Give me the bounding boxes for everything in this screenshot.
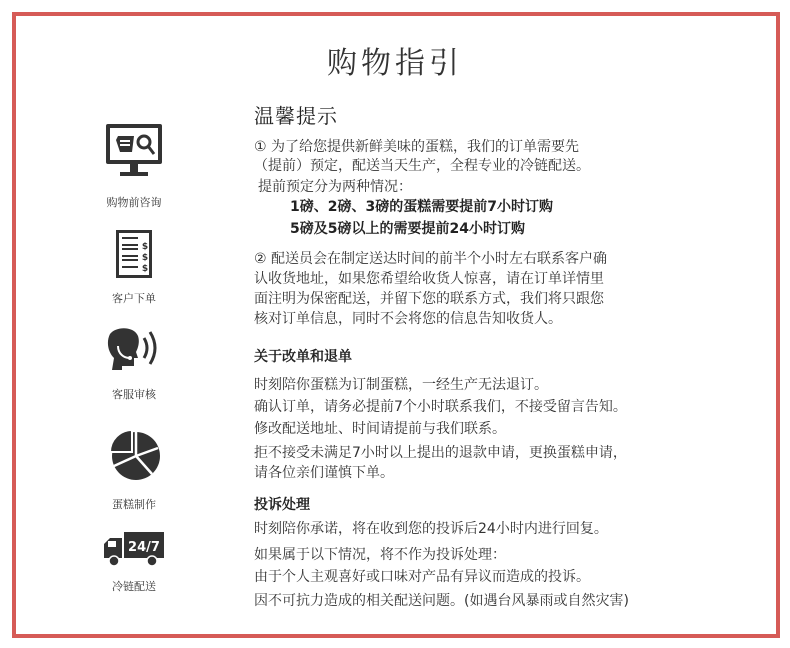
customer-service-icon xyxy=(104,324,164,374)
step-baking xyxy=(74,426,194,512)
tips-text: ② 配送员会在制定送达时间的前半个小时左右联系客户确 xyxy=(254,251,607,267)
step-label: 客户下单 xyxy=(112,292,156,305)
refund-text: 确认订单，请务必提前7个小时联系我们，不接受留言告知。 xyxy=(254,399,627,415)
svg-text:$: $ xyxy=(141,264,149,274)
tips-text: ① 为了给您提供新鲜美味的蛋糕，我们的订单需要先 xyxy=(254,139,579,155)
order-receipt-icon xyxy=(114,228,154,280)
tips-text: 面注明为保密配送，并留下您的联系方式，我们将只跟您 xyxy=(254,291,604,307)
shopping-monitor-icon xyxy=(104,122,164,182)
step-label: 购物前咨询 xyxy=(106,196,162,209)
refund-text: 请各位亲们谨慎下单。 xyxy=(254,465,394,481)
complaint-heading: 投诉处理 xyxy=(254,497,310,513)
svg-text:$: $ xyxy=(141,242,149,252)
step-order xyxy=(74,228,194,306)
refund-text: 时刻陪你蛋糕为订制蛋糕，一经生产无法退订。 xyxy=(254,377,548,393)
complaint-text: 因不可抗力造成的相关配送问题。(如遇台风暴雨或自然灾害) xyxy=(254,593,629,609)
step-consult xyxy=(74,122,194,210)
step-label: 客服审核 xyxy=(112,388,156,401)
refund-text: 拒不接受未满足7小时以上提出的退款申请，更换蛋糕申请， xyxy=(254,445,627,461)
step-label: 冷链配送 xyxy=(112,580,156,593)
truck-badge: 24/7 xyxy=(128,540,160,555)
complaint-text: 时刻陪你承诺，将在收到您的投诉后24小时内进行回复。 xyxy=(254,521,608,537)
process-sidebar xyxy=(0,0,240,648)
delivery-truck-icon xyxy=(102,530,166,568)
tips-text: 提前预定分为两种情况： xyxy=(258,179,412,195)
refund-text: 修改配送地址、时间请提前与我们联系。 xyxy=(254,421,506,437)
refund-heading: 关于改单和退单 xyxy=(254,349,352,365)
tips-heading: 温馨提示 xyxy=(254,104,338,128)
tips-rule: 5磅及5磅以上的需要提前24小时订购 xyxy=(290,221,525,237)
step-review xyxy=(74,324,194,402)
tips-text: 认收货地址，如果您希望给收货人惊喜，请在订单详情里 xyxy=(254,271,604,287)
step-delivery xyxy=(74,530,194,594)
pie-chart-icon xyxy=(106,426,162,482)
tips-rule: 1磅、2磅、3磅的蛋糕需要提前7小时订购 xyxy=(290,199,553,215)
step-label: 蛋糕制作 xyxy=(112,498,156,511)
tips-text: （提前）预定，配送当天生产，全程专业的冷链配送。 xyxy=(254,158,590,174)
complaint-text: 由于个人主观喜好或口味对产品有异议而造成的投诉。 xyxy=(254,569,590,585)
svg-text:$: $ xyxy=(141,253,149,263)
tips-text: 核对订单信息，同时不会将您的信息告知收货人。 xyxy=(254,311,562,327)
complaint-text: 如果属于以下情况，将不作为投诉处理： xyxy=(254,547,506,563)
page-title: 购物指引 xyxy=(327,46,463,81)
